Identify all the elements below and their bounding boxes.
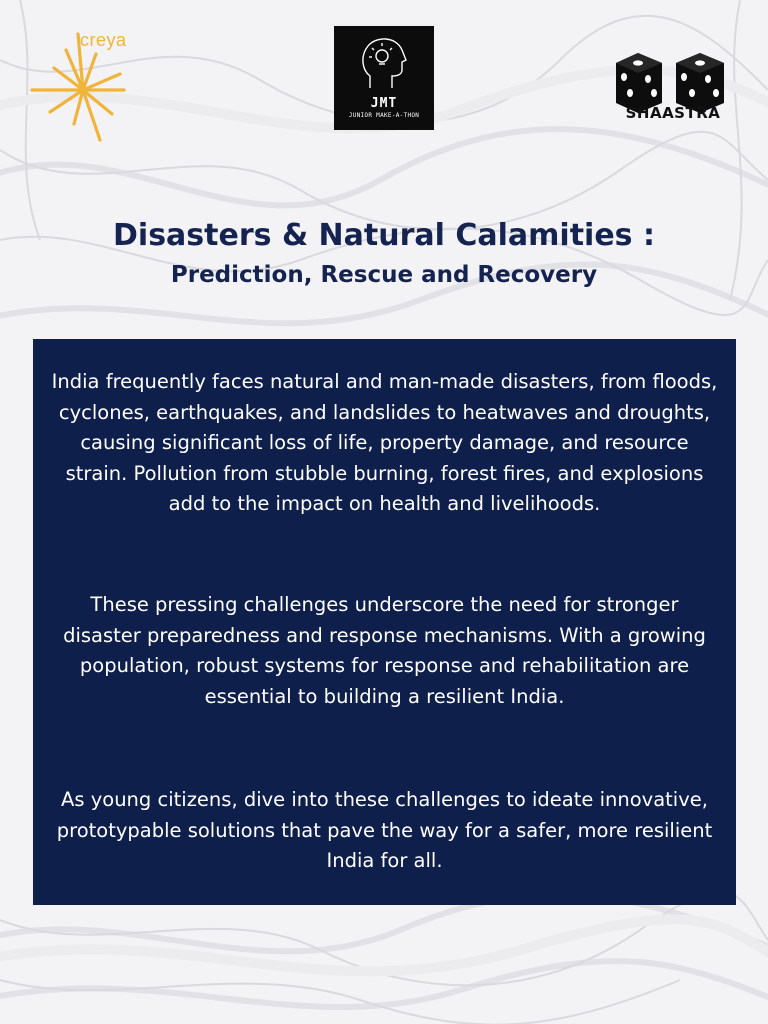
head-lightbulb-icon xyxy=(334,26,434,96)
page-subtitle: Prediction, Rescue and Recovery xyxy=(170,262,598,288)
shaastra-logo-text: SHAASTRA xyxy=(625,104,721,122)
jmt-logo-subtitle: JUNIOR MAKE-A-THON xyxy=(348,112,420,119)
jmt-logo xyxy=(334,26,434,130)
paragraph-preparedness-need: These pressing challenges underscore the need for stronger disaster preparedness and response mechanisms. With a growing population, robust systems for response and rehabilitation are essential to building a resilient India. xyxy=(63,593,706,708)
page-title: Disasters & Natural Calamities : xyxy=(113,218,655,253)
paragraph-disasters-overview: India frequently faces natural and man-made disasters, from floods, cyclones, earthquakes, and landslides to heatwaves and droughts, causing significant loss of life, property damage, and resource strain. Pollution from stubble burning, forest fires, and explosions add to the impact on health and livelihoods. xyxy=(51,370,718,516)
description-panel xyxy=(33,339,736,905)
paragraph-call-to-action: As young citizens, dive into these challenges to ideate innovative, prototypable solutions that pave the way for a safer, more resilient India for all. xyxy=(56,788,713,873)
creya-logo-text: creya xyxy=(80,30,127,50)
jmt-logo-title: JMT xyxy=(370,96,398,111)
